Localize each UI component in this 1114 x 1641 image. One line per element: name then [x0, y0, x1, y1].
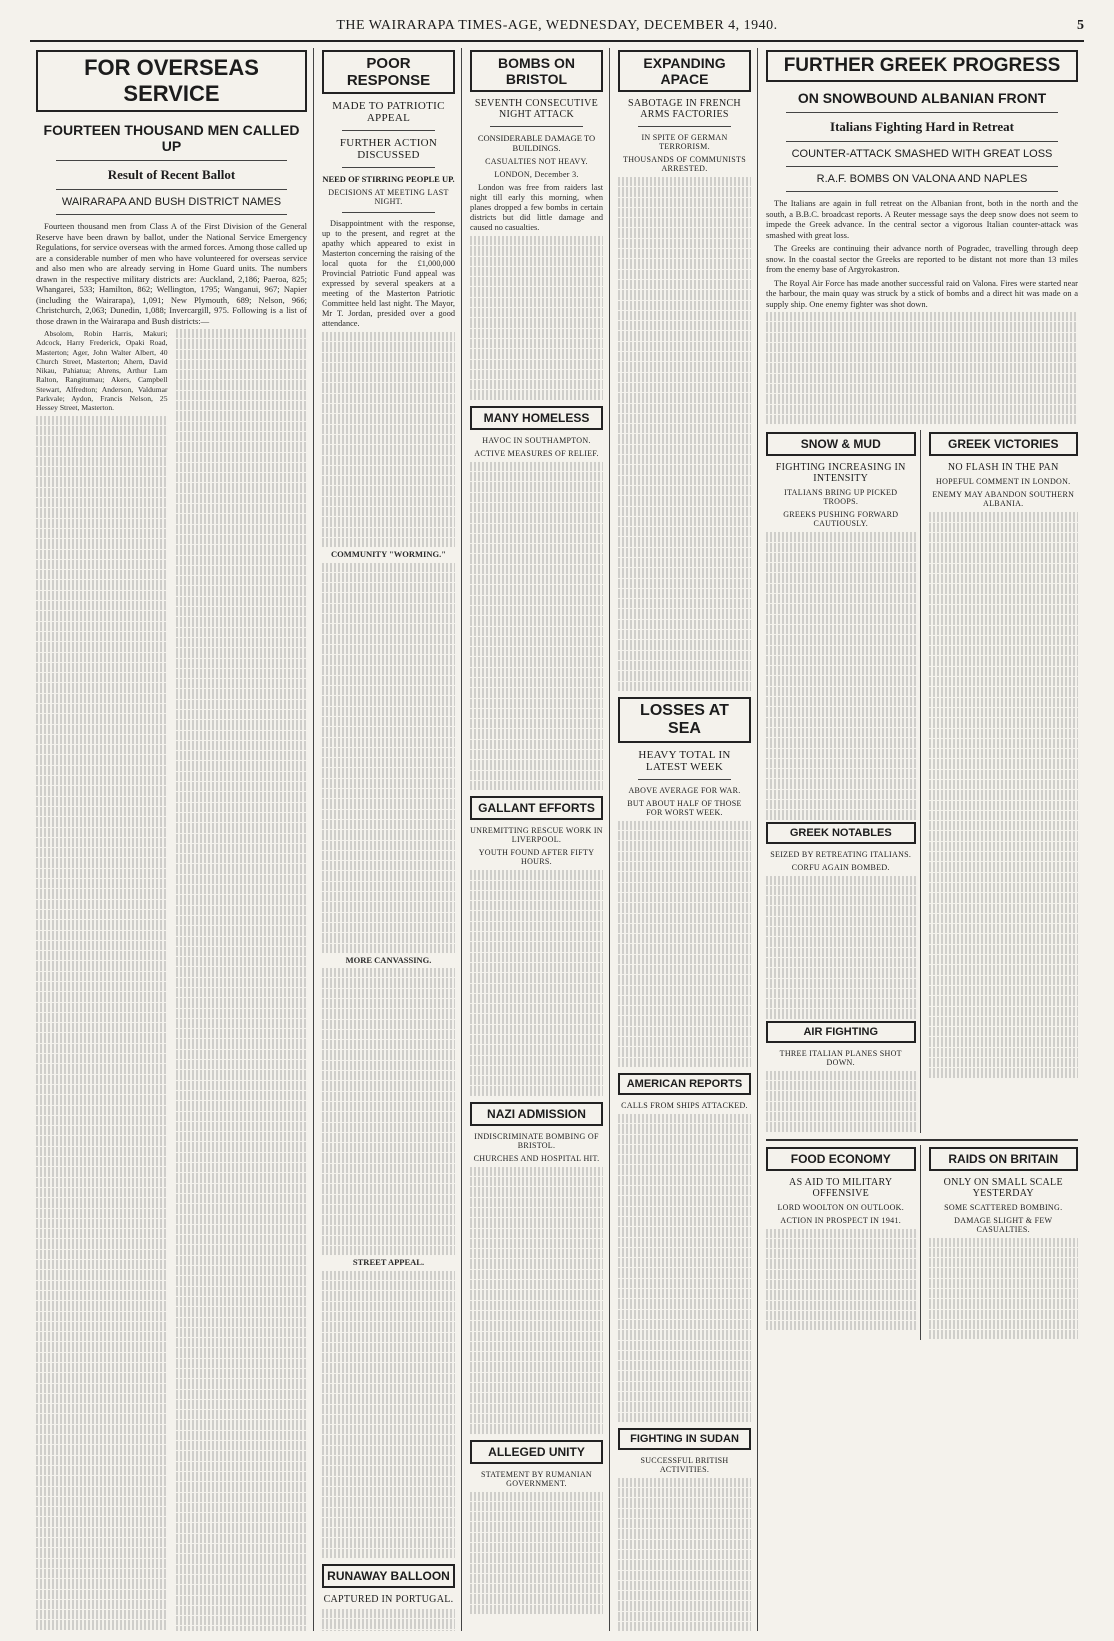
headline-american-reports: AMERICAN REPORTS: [618, 1073, 751, 1095]
article-lead: Fourteen thousand men from Class A of the First Division of the General Reserve have been drawn by ballot, under the National Service Emergency Regulations, for service overseas with the armed forces. Among those called up are a considerable number of men who have volunteered for overseas service and also men who are already serving in Home Guard units. The numbers drawn in the respective military districts are: Auckland, 2,186; Paeroa, 825; Whangarei, 533; Hamilton, 862; Wellington, 1795; Wanganui, 967; Napier (including the Wairarapa), 1,091; New Plymouth, 689; Nelson, 966; Christchurch, 2,063; Dunedin, 1,088; Invercargill, 975. Following is a list of those drawn in the Wairarapa and Bush districts:—: [36, 221, 307, 326]
headline-raids-britain: RAIDS ON BRITAIN: [929, 1147, 1079, 1171]
subhead-calls-ships: CALLS FROM SHIPS ATTACKED.: [621, 1100, 748, 1110]
greek-subcolumns: [766, 430, 1078, 1132]
subhead-indiscriminate: INDISCRIMINATE BOMBING OF BRISTOL.: [474, 1131, 599, 1150]
greek-lead: The Italians are again in full retreat on the Albanian front, both in the north and the south, a B.B.C. broadcast reports. A Reuter message says the deep snow does not seem to impede the Greek advance. In the central sector a vigorous Italian counter-attack was smashed with great loss. The Greeks are continuing their advance north of Pogradec, travelling through deep snow. In the coastal sector the Greeks are reported to be distant not more than 13 miles from the enemy base of Argyrokastron. The Royal Air Force has made another successful raid on Valona. Fires were started near the harbour, the main quay was struck by a stick of bombs and a direct hit was made on a supply ship. One enemy fighter was shot down.: [766, 198, 1078, 424]
headline-poor-response: POOR RESPONSE: [322, 50, 455, 94]
subhead-captured-portugal: CAPTURED IN PORTUGAL.: [323, 1594, 454, 1606]
section-community-worming: COMMUNITY "WORMING.": [331, 549, 446, 560]
headline-greek-notables: GREEK NOTABLES: [766, 822, 916, 844]
subhead-damage-slight: DAMAGE SLIGHT & FEW CASUALTIES.: [954, 1215, 1053, 1234]
subhead-abandon-albania: ENEMY MAY ABANDON SOUTHERN ALBANIA.: [932, 490, 1075, 509]
names-first: Absolom, Robin Harris, Makuri; Adcock, Harry Frederick, Opaki Road, Masterton; Ager, John Walter Albert, 40 Church Street, Masterton; Ahern, David Nikau, Pahiatua; Ahrens, Arthur Lam Ralton, Rangitumau; Akers, Campbell Stewart, Alfredton; Anderson, Valdumar Parkvale; Aydon, Francis Nelson, 25 Hessey Street, Masterton.: [36, 329, 168, 413]
headline-many-homeless: MANY HOMELESS: [470, 406, 603, 430]
dateline-london: LONDON, December 3.: [494, 170, 579, 179]
subhead-cautiously: GREEKS PUSHING FORWARD CAUTIOUSLY.: [783, 510, 899, 529]
masthead: [30, 18, 1084, 42]
subhead-terrorism: IN SPITE OF GERMAN TERRORISM.: [641, 133, 728, 151]
subhead-italians-retreat: Italians Fighting Hard in Retreat: [830, 119, 1014, 134]
subhead-youth-found: YOUTH FOUND AFTER FIFTY HOURS.: [478, 848, 595, 867]
subhead-further-action: FURTHER ACTION DISCUSSED: [339, 137, 438, 161]
subhead-woolton: LORD WOOLTON ON OUTLOOK.: [777, 1202, 905, 1212]
headline-gallant-efforts: GALLANT EFFORTS: [470, 796, 603, 820]
subhead-district-names: WAIRARAPA AND BUSH DISTRICT NAMES: [61, 196, 282, 208]
headline-nazi-admission: NAZI ADMISSION: [470, 1102, 603, 1126]
subhead-casualties: CASUALTIES NOT HEAVY.: [485, 157, 588, 166]
subhead-considerable-damage: CONSIDERABLE DAMAGE TO BUILDINGS.: [477, 133, 596, 153]
headline-snow-mud: SNOW & MUD: [766, 432, 916, 456]
subhead-stirring: NEED OF STIRRING PEOPLE UP.: [322, 174, 455, 184]
headline-fighting-sudan: FIGHTING IN SUDAN: [618, 1428, 751, 1450]
subhead-communists: THOUSANDS OF COMMUNISTS ARRESTED.: [623, 155, 746, 173]
headline-losses-at-sea: LOSSES AT SEA: [618, 697, 751, 743]
headline-greek-victories: GREEK VICTORIES: [929, 432, 1079, 456]
subhead-sabotage: SABOTAGE IN FRENCH ARMS FACTORIES: [628, 98, 741, 120]
column-expanding-apace: [612, 48, 758, 1631]
subhead-seventh-night: SEVENTH CONSECUTIVE NIGHT ATTACK: [474, 98, 599, 120]
headline-expanding-apace: EXPANDING APACE: [618, 50, 751, 92]
subhead-snowbound: ON SNOWBOUND ALBANIAN FRONT: [797, 90, 1047, 106]
section-more-canvassing: MORE CANVASSING.: [345, 954, 432, 965]
masthead-title: THE WAIRARAPA TIMES-AGE, WEDNESDAY, DECEMBER 4, 1940.: [336, 18, 778, 33]
subhead-fourteen-thousand: FOURTEEN THOUSAND MEN CALLED UP: [43, 122, 300, 154]
subhead-relief: ACTIVE MEASURES OF RELIEF.: [474, 448, 599, 458]
subhead-heavy-total: HEAVY TOTAL IN LATEST WEEK: [638, 748, 731, 773]
page-number: 5: [1077, 18, 1084, 33]
column-overseas-service: [30, 48, 314, 1631]
names-list: [36, 329, 307, 1631]
greek-bottom-row: [766, 1139, 1078, 1341]
subhead-scattered: SOME SCATTERED BOMBING.: [944, 1202, 1063, 1212]
subhead-corfu: CORFU AGAIN BOMBED.: [791, 862, 890, 872]
subhead-half-worst: BUT ABOUT HALF OF THOSE FOR WORST WEEK.: [627, 798, 742, 817]
subhead-above-average: ABOVE AVERAGE FOR WAR.: [628, 785, 741, 795]
subhead-picked-troops: ITALIANS BRING UP PICKED TROOPS.: [784, 488, 898, 507]
subhead-raf-bombs: R.A.F. BOMBS ON VALONA AND NAPLES: [816, 173, 1028, 185]
subhead-havoc: HAVOC IN SOUTHAMPTON.: [482, 435, 591, 445]
subhead-rescue-work: UNREMITTING RESCUE WORK IN LIVERPOOL.: [470, 826, 603, 845]
subhead-seized: SEIZED BY RETREATING ITALIANS.: [770, 849, 912, 859]
headline-greek-progress: FURTHER GREEK PROGRESS: [766, 50, 1078, 82]
subhead-small-scale: ONLY ON SMALL SCALE YESTERDAY: [943, 1176, 1063, 1199]
subhead-ballot: Result of Recent Ballot: [107, 167, 236, 182]
column-bombs-bristol: [464, 48, 610, 1631]
column-greek-progress: [760, 48, 1084, 1631]
subhead-counter-attack: COUNTER-ATTACK SMASHED WITH GREAT LOSS: [791, 148, 1053, 160]
headline-alleged-unity: ALLEGED UNITY: [470, 1440, 603, 1464]
subhead-action-1941: ACTION IN PROSPECT IN 1941.: [780, 1215, 902, 1225]
headline-runaway-balloon: RUNAWAY BALLOON: [322, 1564, 455, 1588]
subhead-successful-british: SUCCESSFUL BRITISH ACTIVITIES.: [640, 1455, 729, 1474]
poor-response-lead: Disappointment with the response, up to the present, and regret at the apathy which appeared to exist in Masterton concerning the raising of the local quota for the £1,000,000 Provincial Patriotic Fund appeal was expressed by several speakers at a meeting of the Masterton Patriotic Committee held last night. The Mayor, Mr T. Jordan, presided over a good attendance.: [322, 219, 455, 328]
subhead-decisions: DECISIONS AT MEETING LAST NIGHT.: [328, 188, 449, 206]
column-poor-response: [316, 48, 462, 1631]
subhead-hopeful: HOPEFUL COMMENT IN LONDON.: [936, 477, 1071, 487]
subhead-no-flash: NO FLASH IN THE PAN: [947, 462, 1059, 474]
headline-bombs-bristol: BOMBS ON BRISTOL: [470, 50, 603, 92]
headline-food-economy: FOOD ECONOMY: [766, 1147, 916, 1171]
subhead-patriotic-appeal: MADE TO PATRIOTIC APPEAL: [332, 100, 445, 124]
subhead-aid-offensive: AS AID TO MILITARY OFFENSIVE: [789, 1176, 893, 1199]
subhead-three-planes: THREE ITALIAN PLANES SHOT DOWN.: [779, 1048, 902, 1067]
bristol-lead: London was free from raiders last night till early this morning, when planes dropped a few bombs in certain districts but did little damage and caused no casualties.: [470, 183, 603, 232]
headline-air-fighting: AIR FIGHTING: [766, 1021, 916, 1043]
subhead-churches-hit: CHURCHES AND HOSPITAL HIT.: [473, 1153, 600, 1163]
headline-overseas-service: FOR OVERSEAS SERVICE: [36, 50, 307, 112]
subhead-fighting-intensity: FIGHTING INCREASING IN INTENSITY: [775, 462, 906, 485]
subhead-rumanian: STATEMENT BY RUMANIAN GOVERNMENT.: [481, 1469, 592, 1488]
section-street-appeal: STREET APPEAL.: [352, 1257, 425, 1268]
